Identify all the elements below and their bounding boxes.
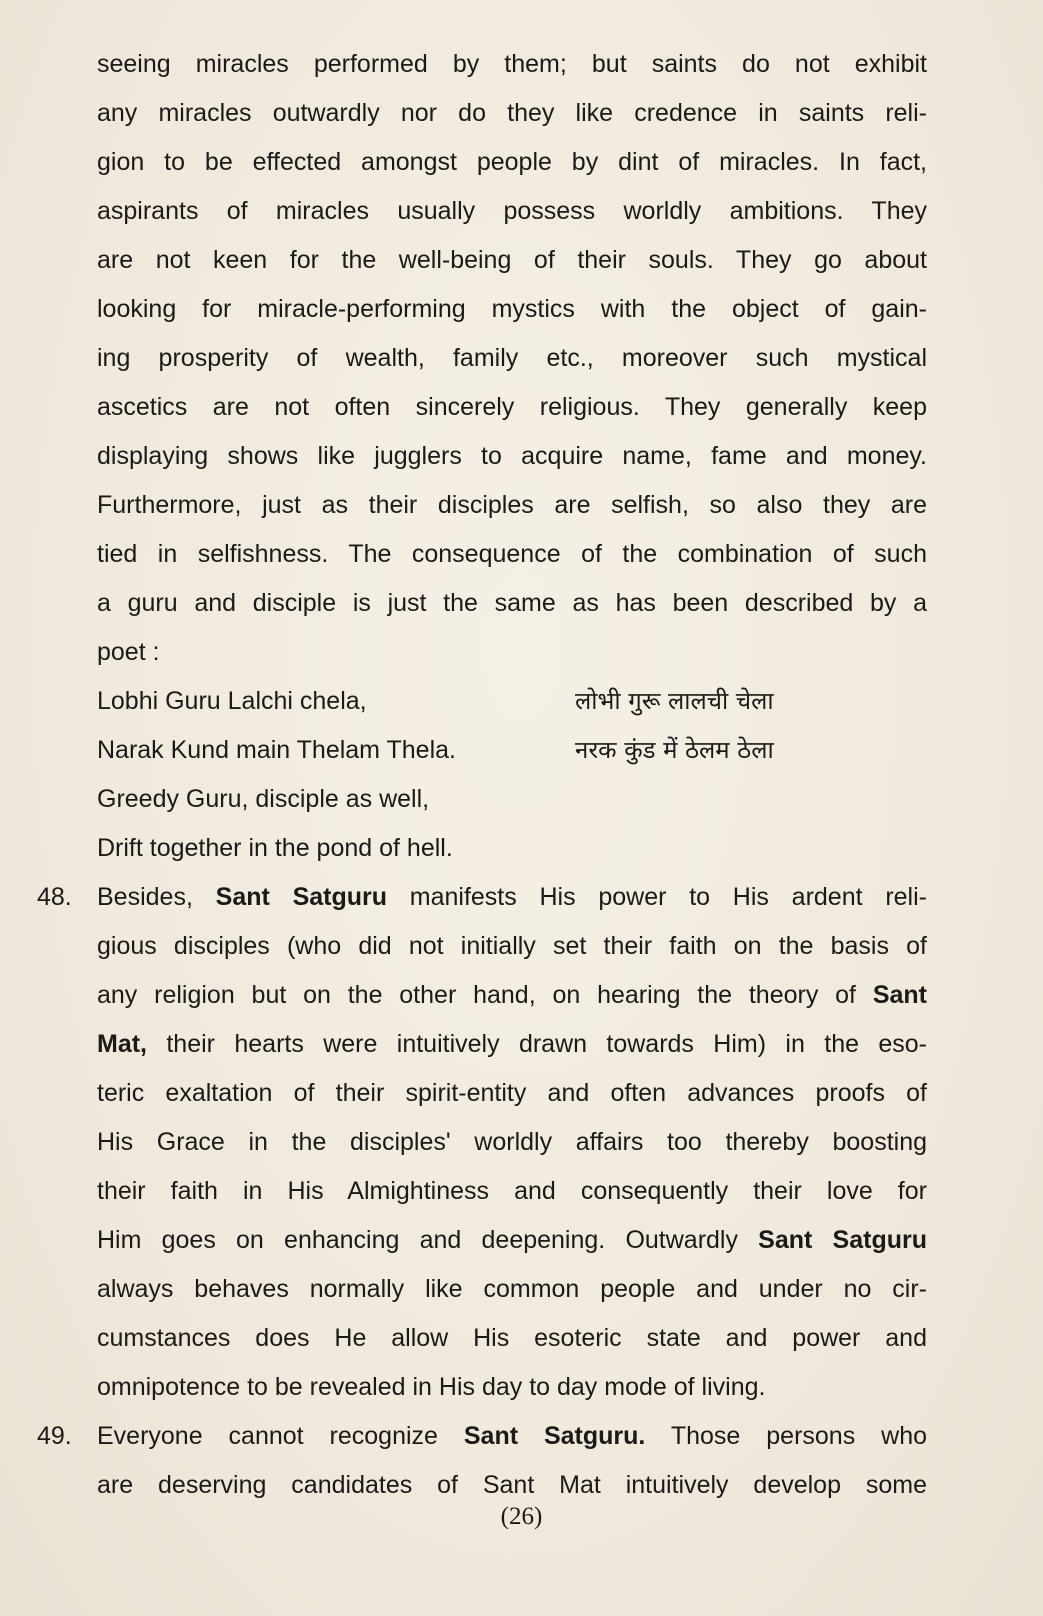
page-number: (26) [500, 1503, 543, 1530]
verse-translation: Drift together in the pond of hell. [97, 834, 453, 862]
verse-block [97, 677, 927, 873]
text-line: are not keen for the well-being of their souls. They go about [97, 246, 927, 274]
text-line: gious disciples (who did not initially set their faith on the basis of [97, 932, 927, 960]
text-line: a guru and disciple is just the same as has been described by a [97, 589, 927, 617]
verse-line [97, 677, 927, 726]
paragraph-49 [37, 1412, 927, 1510]
text-line: poet : [97, 638, 160, 666]
verse-line-hindi: नरक कुंड में ठेलम ठेला [575, 736, 774, 764]
text-line: omnipotence to be revealed in His day to day mode of living. [97, 1373, 766, 1401]
text-line: gion to be effected amongst people by dint of miracles. In fact, [97, 148, 927, 176]
text-line: aspirants of miracles usually possess worldly ambitions. They [97, 197, 927, 225]
page-body [37, 40, 927, 1510]
paragraph-number: 49. [37, 1422, 72, 1450]
text-line: always behaves normally like common people and under no cir- [97, 1275, 927, 1303]
bold-term: Sant Satguru. [463, 1422, 646, 1450]
paragraph-number: 48. [37, 883, 72, 911]
text-line: His Grace in the disciples' worldly affairs too thereby boosting [97, 1128, 927, 1156]
verse-line-english: Narak Kund main Thelam Thela. [97, 736, 456, 764]
verse-translation: Greedy Guru, disciple as well, [97, 785, 430, 813]
verse-line-hindi: लोभी गुरू लालची चेला [575, 687, 774, 715]
paragraph-intro [97, 40, 927, 677]
text-line: ascetics are not often sincerely religious. They generally keep [97, 393, 927, 421]
text-line: ing prosperity of wealth, family etc., moreover such mystical [97, 344, 927, 372]
verse-line [97, 726, 927, 775]
text-line: seeing miracles performed by them; but saints do not exhibit [97, 50, 927, 78]
text-line: 49. Everyone cannot recognize Sant Satguru. Those persons who [97, 1412, 927, 1461]
text-line: cumstances does He allow His esoteric state and power and [97, 1324, 927, 1352]
verse-line-english: Lobhi Guru Lalchi chela, [97, 687, 367, 715]
text-line: their faith in His Almightiness and consequently their love for [97, 1177, 927, 1205]
bold-term: Sant [872, 981, 927, 1009]
text-line: Furthermore, just as their disciples are selfish, so also they are [97, 491, 927, 519]
text-line: tied in selfishness. The consequence of the combination of such [97, 540, 927, 568]
verse-line [97, 775, 927, 824]
text-line: teric exaltation of their spirit-entity and often advances proofs of [97, 1079, 927, 1107]
text-line: any religion but on the other hand, on hearing the theory of Sant [97, 981, 927, 1009]
text-line: Him goes on enhancing and deepening. Outwardly Sant Satguru [97, 1226, 927, 1254]
text-line: are deserving candidates of Sant Mat intuitively develop some [97, 1471, 927, 1499]
bold-term: Sant Satguru [758, 1226, 927, 1254]
bold-term: Mat, [97, 1030, 147, 1058]
text-line: any miracles outwardly nor do they like credence in saints reli- [97, 99, 927, 127]
text-line: 48. Besides, Sant Satguru manifests His power to His ardent reli- [97, 873, 927, 922]
bold-term: Sant Satguru [215, 883, 388, 911]
text-line: displaying shows like jugglers to acquire name, fame and money. [97, 442, 927, 470]
text-line: looking for miracle-performing mystics with the object of gain- [97, 295, 927, 323]
text-line: Mat, their hearts were intuitively drawn towards Him) in the eso- [97, 1030, 927, 1058]
verse-line [97, 824, 927, 873]
paragraph-48 [37, 873, 927, 1412]
